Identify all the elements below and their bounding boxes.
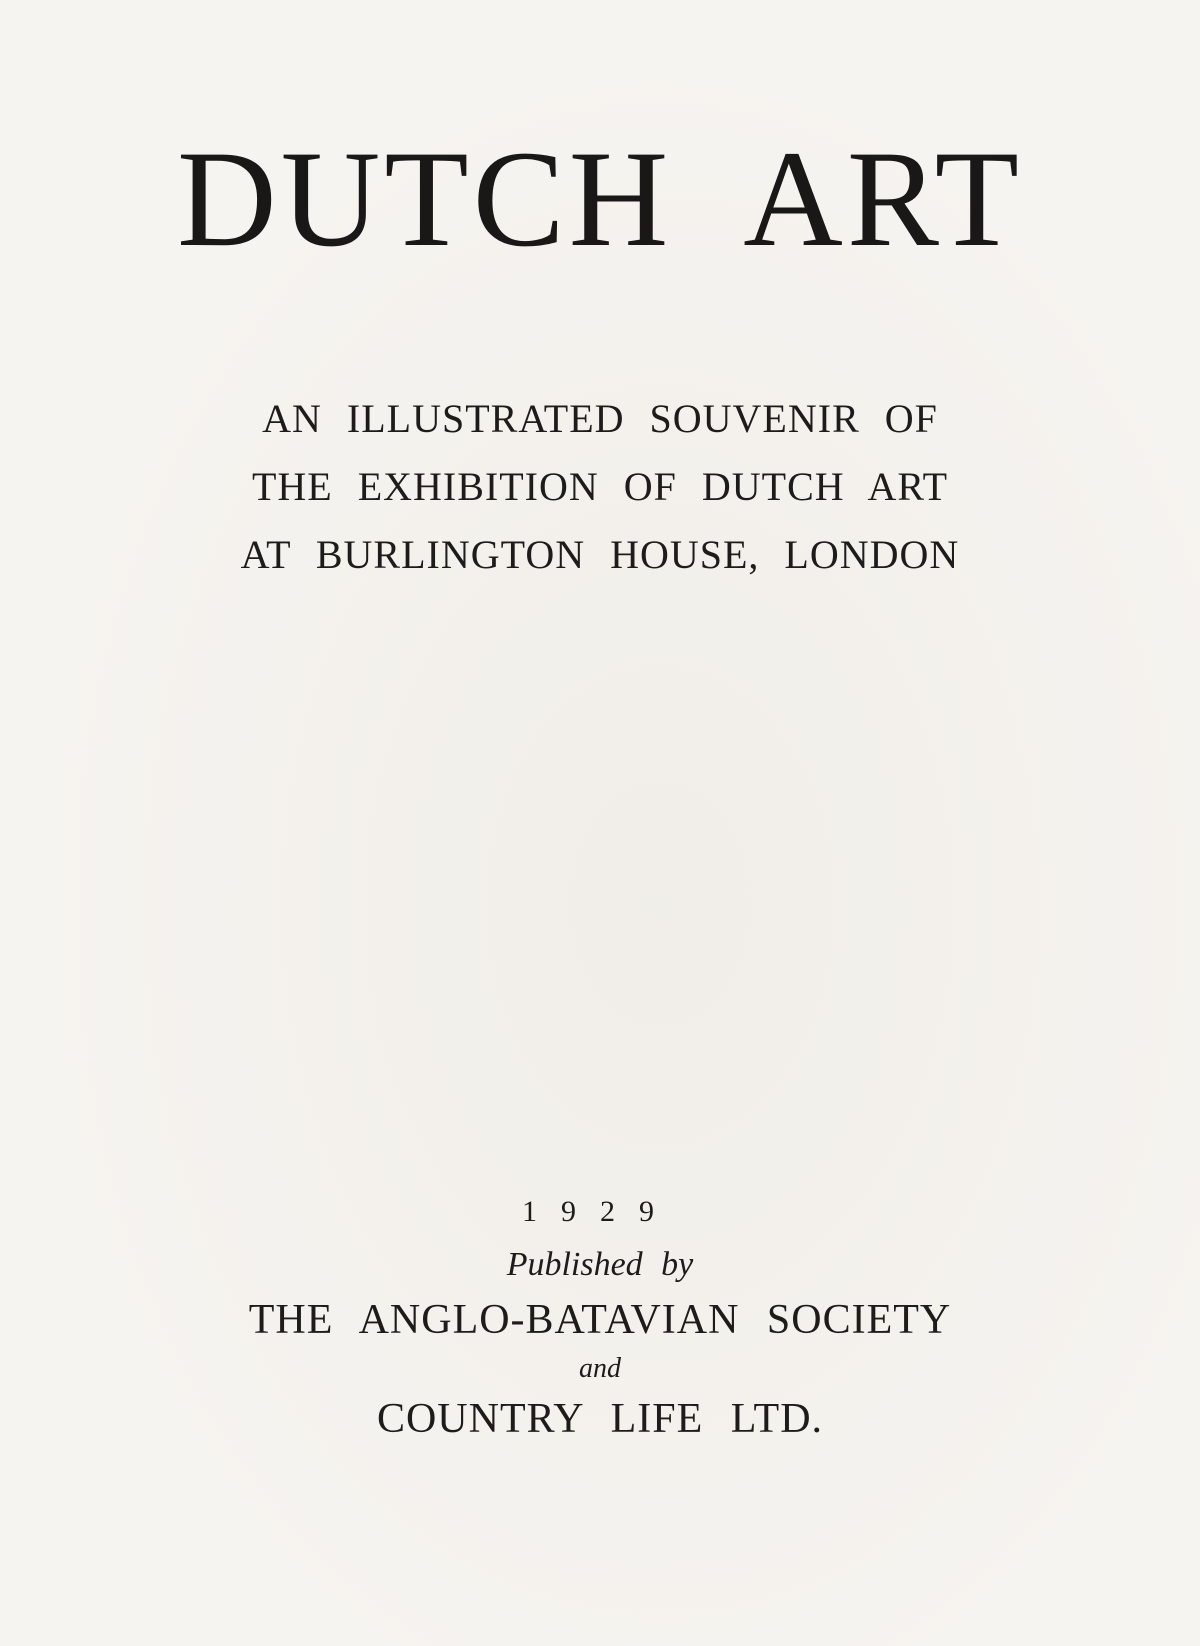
publisher-name-2: COUNTRY LIFE LTD. bbox=[376, 1396, 824, 1442]
published-by-label: Published by bbox=[506, 1246, 694, 1283]
subtitle-line-1: AN ILLUSTRATED SOUVENIR OF bbox=[262, 396, 938, 441]
publisher-name-1: THE ANGLO-BATAVIAN SOCIETY bbox=[248, 1297, 952, 1343]
publisher-conjunction: and bbox=[579, 1353, 621, 1384]
publication-year: 1929 bbox=[522, 1195, 678, 1228]
book-subtitle bbox=[150, 385, 1050, 589]
book-title: DUTCH ART bbox=[177, 122, 1023, 275]
subtitle-line-3: AT BURLINGTON HOUSE, LONDON bbox=[240, 532, 960, 577]
subtitle-line-2: THE EXHIBITION OF DUTCH ART bbox=[251, 464, 949, 509]
